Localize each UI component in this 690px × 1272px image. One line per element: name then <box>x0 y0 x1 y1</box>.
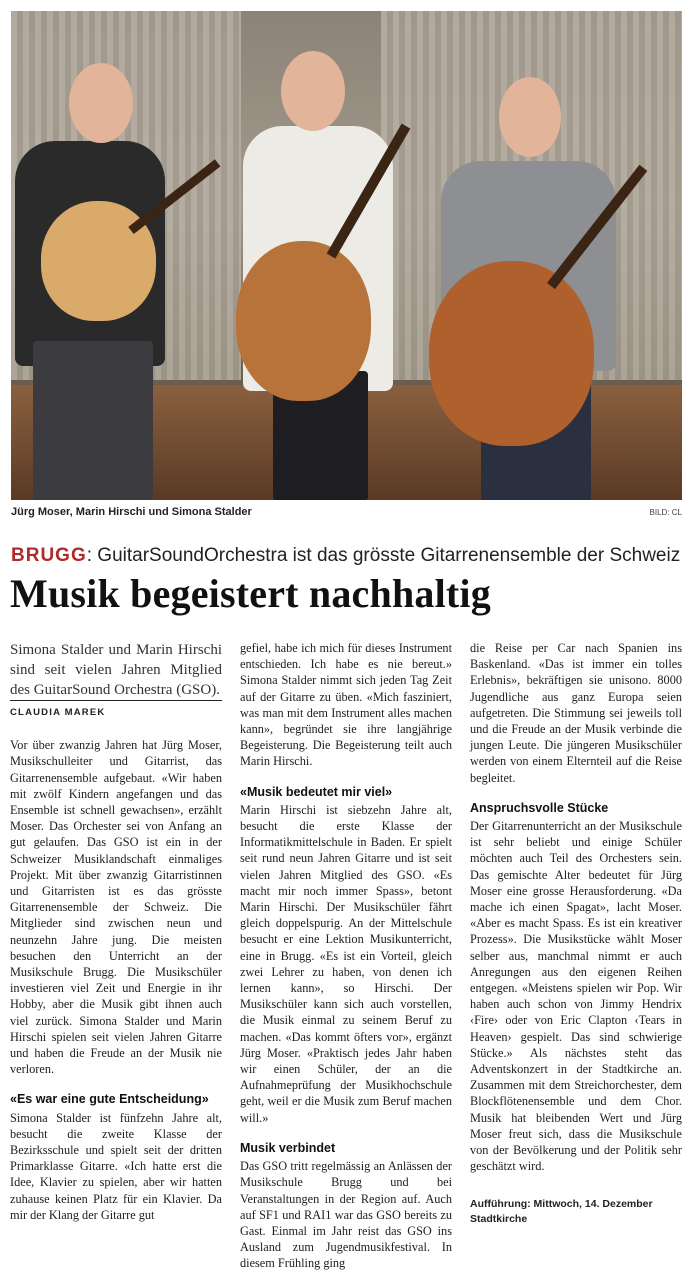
column-1 <box>10 640 222 1223</box>
lead-paragraph: Simona Stalder und Marin Hirschi sind seit vielen Jahren Mitglied des GuitarSound Orchestra (GSO). <box>10 642 222 698</box>
body-paragraph: die Reise per Car nach Spanien ins Baskenland. «Das ist immer ein tolles Erlebnis», bekräftigen sie unisono. 8000 Jugendliche aus ganz Europa seien aufgetreten. Die Stimmung sei jeweils toll und die Freude an der Musik verbinde die jungen Leute. Die jüngeren Musikschüler werden von einem Elternteil auf die Reise begleitet. <box>470 641 682 785</box>
body-paragraph: Vor über zwanzig Jahren hat Jürg Moser, Musikschulleiter und Gitarrist, das Gitarrenensemble aufgebaut. «Wir haben mit zwölf Kindern angefangen und das Ensemble ist schnell gewachsen», erzählt Moser. Das Orchester sei von Anfang an gut gelaufen. Das GSO ist ein in der Schweizer Musiklandschaft einmaliges Projekt. Mit über zwanzig Gitarristinnen und Gitarristen ist es das grösste Gitarrenensemble der Schweiz. Die Mitglieder sind zwischen neun und neunzehn Jahre jung. Die meisten besuchen den Unterricht an der Musikschule Brugg. Die Musikschüler investieren viel Zeit und Energie in ihr Hobby, aber die Musik gibt ihnen auch viel zurück. Simona Stalder und Marin Hirschi spielen seit vielen Jahren Gitarre und haben die Freude an der Musik nie verloren. <box>10 738 222 1077</box>
author-byline: CLAUDIA MAREK <box>10 700 222 721</box>
head <box>281 51 345 131</box>
article-photo <box>11 11 682 500</box>
photo-caption: Jürg Moser, Marin Hirschi und Simona Stalder <box>11 506 252 518</box>
subheading: Anspruchsvolle Stücke <box>470 800 609 815</box>
photo-caption-row <box>11 506 682 524</box>
person-legs <box>33 341 153 500</box>
kicker-location: BRUGG <box>11 545 87 566</box>
head <box>69 63 133 143</box>
head <box>499 77 561 157</box>
column-3 <box>470 640 682 1227</box>
column-2 <box>240 640 452 1272</box>
subheading: «Es war eine gute Entscheidung» <box>10 1092 209 1107</box>
body-paragraph: gefiel, habe ich mich für dieses Instrument entschieden. Ich habe es nie bereut.» Simona Stalder nimmt sich jeden Tag Zeit auf der Gitarre zu üben. «Mich fasziniert, was man mit dem Instrument alles machen kann», begründet sie ihre langjährige Begeisterung. Die Begeisterung teilt auch Marin Hirschi. <box>240 641 452 769</box>
guitar-icon <box>429 261 594 446</box>
photo-credit: BILD: CL <box>649 508 682 517</box>
body-paragraph: Der Gitarrenunterricht an der Musikschule ist sehr beliebt und einige Schüler möchten auch Teil des Orchesters sein. Das gemischte Alter bedeutet für Jürg Moser eine grosse Herausforderung. «Da mache ich einen Spagat», lacht Moser. «Aber es macht Spass. Es ist ein kreativer Prozess». Die Musikstücke wählt Moser selber aus, manchmal nimmt er auch Anregungen aus den eigenen Reihen entgegen. «Meistens spielen wir Pop. Wir haben auch schon von Jimmy Hendrix ‹Fire› oder von Eric Clapton ‹Tears in Heaven› gespielt. Das sind schwierige Stücke.» Als nächstes steht das Adventskonzert in der Stadtkirche an. Zusammen mit dem Streichorchester, dem Blockflötenensemble und dem Chor. Musik hat bleibenden Wert und Jürg Moser freut sich, dass die Musikschule von der Bevölkerung und der Politik sehr geschätzt wird. <box>470 819 682 1174</box>
kicker-text: : GuitarSoundOrchestra ist das grösste Gitarrenensemble der Schweiz <box>86 545 681 566</box>
body-paragraph: Das GSO tritt regelmässig an Anlässen der Musikschule Brugg und bei Veranstaltungen in der Region auf. Auch auf SF1 und RAI1 war das GSO bereits zu Gast. Einmal im Jahr reist das GSO ins Ausland zum Jugendmusikfestival. In diesem Frühling ging <box>240 1159 452 1271</box>
guitar-icon <box>236 241 371 401</box>
performance-note <box>470 1197 682 1227</box>
body-paragraph: Marin Hirschi ist siebzehn Jahre alt, besucht die erste Klasse der Informatikmittelschule in Baden. Er spielt seit rund neun Jahren Gitarre und ist seit vielen Jahren Mitglied des GSO. «Es macht mir noch immer Spass», betont Marin Hirschi. Der Musikschüler fährt gleich doppelspurig. An der Mittelschule besucht er eine Lektion Musikunterricht, eine in Brugg. «Es ist ein Vorteil, gleich zwei Lehrer zu haben, von denen ich lernen kann», so Hirschi. Der Musikschüler kann sich auch vorstellen, die Musik einmal zu seinem Beruf zu machen. «Das kommt öfters vor», ergänzt Jürg Moser. «Praktisch jedes Jahr haben wir einen Schüler, der an die Aufnahmeprüfung der Musikhochschule geht, weil er die Musik zum Beruf machen will.» <box>240 802 452 1125</box>
kicker <box>11 545 682 567</box>
performance-note-date: Aufführung: Mittwoch, 14. Dezember <box>470 1197 653 1210</box>
subheading: Musik verbindet <box>240 1140 336 1155</box>
performance-note-venue: Stadtkirche <box>470 1212 528 1225</box>
body-paragraph: Simona Stalder ist fünfzehn Jahre alt, besucht die zweite Klasse der Bezirksschule und spielt seit der dritten Primarklasse Gitarre. «Ich hatte erst die Idee, Klavier zu spielen, aber wir hatten zuhause keinen Platz für ein Klavier. Da mir der Klang der Gitarre gut <box>10 1110 222 1222</box>
headline: Musik begeistert nachhaltig <box>10 571 491 616</box>
subheading: «Musik bedeutet mir viel» <box>240 784 393 799</box>
